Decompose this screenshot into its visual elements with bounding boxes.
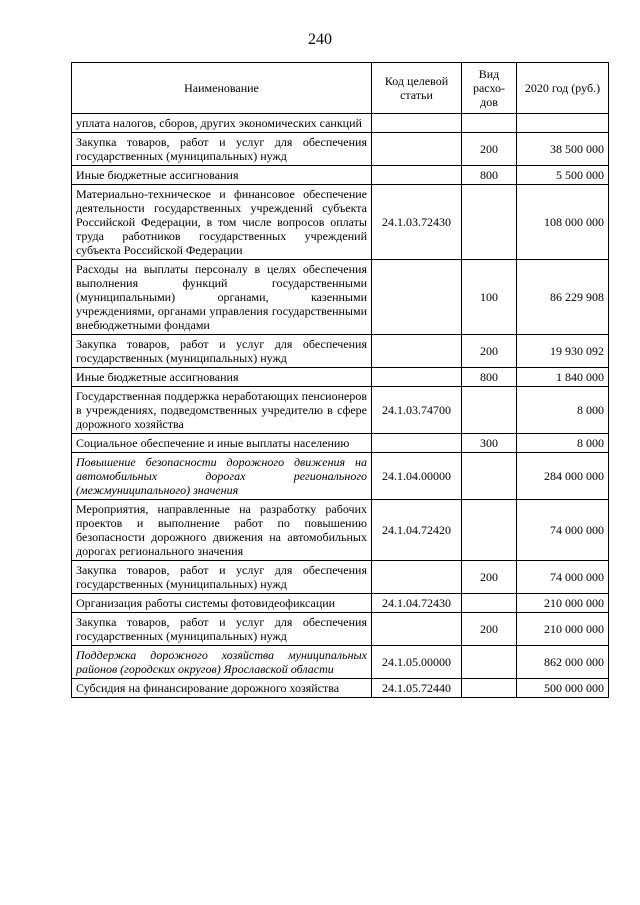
table-row [72,453,609,500]
row-kind [462,646,517,679]
row-name: Расходы на выплаты персоналу в целях обеспечения выполнения функций государственными (муниципальными) органами, казенными учреждениями, органами управления государственными внебюджетными фондами [72,260,372,335]
row-name: Закупка товаров, работ и услуг для обеспечения государственных (муниципальных) нужд [72,561,372,594]
row-amount: 862 000 000 [517,646,609,679]
row-amount: 108 000 000 [517,185,609,260]
row-name: Закупка товаров, работ и услуг для обеспечения государственных (муниципальных) нужд [72,613,372,646]
row-kind [462,387,517,434]
row-amount: 38 500 000 [517,133,609,166]
row-kind: 200 [462,133,517,166]
row-code: 24.1.03.72430 [372,185,462,260]
page-number: 240 [308,31,332,48]
row-name: Материально-техническое и финансовое обеспечение деятельности государственных учреждений субъекта Российской Федерации, в том числе вопросов оплаты труда работников государственных учреждений субъекта Российской Федерации [72,185,372,260]
table-row [72,561,609,594]
table-row [72,500,609,561]
row-code: 24.1.04.72420 [372,500,462,561]
row-code [372,260,462,335]
row-kind [462,594,517,613]
budget-table [71,62,609,698]
table-row [72,434,609,453]
row-kind [462,453,517,500]
table-row [72,613,609,646]
row-kind [462,679,517,698]
row-kind [462,185,517,260]
row-code [372,335,462,368]
table-row [72,133,609,166]
row-amount: 210 000 000 [517,594,609,613]
row-code [372,368,462,387]
row-code [372,613,462,646]
table-row [72,114,609,133]
table-row [72,368,609,387]
table-row [72,387,609,434]
table-row [72,594,609,613]
row-kind: 800 [462,368,517,387]
table-row [72,185,609,260]
table-body [72,114,609,698]
table-row [72,260,609,335]
row-amount: 8 000 [517,387,609,434]
row-code [372,114,462,133]
row-name: Поддержка дорожного хозяйства муниципальных районов (городских округов) Ярославской области [72,646,372,679]
row-code: 24.1.03.74700 [372,387,462,434]
row-name: Субсидия на финансирование дорожного хозяйства [72,679,372,698]
row-name: Закупка товаров, работ и услуг для обеспечения государственных (муниципальных) нужд [72,133,372,166]
row-amount: 8 000 [517,434,609,453]
row-name: Закупка товаров, работ и услуг для обеспечения государственных (муниципальных) нужд [72,335,372,368]
row-kind [462,500,517,561]
row-name: Иные бюджетные ассигнования [72,166,372,185]
row-amount: 86 229 908 [517,260,609,335]
row-kind: 200 [462,613,517,646]
row-name: Государственная поддержка неработающих пенсионеров в учреждениях, подведомственных учредителю в сфере дорожного хозяйства [72,387,372,434]
row-code [372,166,462,185]
row-amount: 500 000 000 [517,679,609,698]
row-kind: 100 [462,260,517,335]
row-amount [517,114,609,133]
table-row [72,335,609,368]
row-amount: 1 840 000 [517,368,609,387]
row-name: Организация работы системы фотовидеофиксации [72,594,372,613]
row-name: Иные бюджетные ассигнования [72,368,372,387]
row-name: Социальное обеспечение и иные выплаты населению [72,434,372,453]
header-code: Код целевой статьи [372,63,462,114]
row-code [372,561,462,594]
row-kind: 300 [462,434,517,453]
row-code [372,434,462,453]
table-row [72,166,609,185]
row-amount: 74 000 000 [517,500,609,561]
header-amount: 2020 год (руб.) [517,63,609,114]
row-name: Мероприятия, направленные на разработку рабочих проектов и выполнение работ по повышению безопасности дорожного движения на автомобильных дорогах регионального значения [72,500,372,561]
row-code: 24.1.05.72440 [372,679,462,698]
row-kind: 200 [462,561,517,594]
row-code: 24.1.05.00000 [372,646,462,679]
row-kind [462,114,517,133]
header-name: Наименование [72,63,372,114]
header-kind: Вид расхо-дов [462,63,517,114]
row-code: 24.1.04.72430 [372,594,462,613]
row-name: Повышение безопасности дорожного движения на автомобильных дорогах регионального (межмуниципального) значения [72,453,372,500]
table-row [72,646,609,679]
row-amount: 19 930 092 [517,335,609,368]
row-amount: 74 000 000 [517,561,609,594]
row-code [372,133,462,166]
row-kind: 800 [462,166,517,185]
row-name: уплата налогов, сборов, других экономических санкций [72,114,372,133]
row-amount: 284 000 000 [517,453,609,500]
row-amount: 210 000 000 [517,613,609,646]
row-kind: 200 [462,335,517,368]
table-row [72,679,609,698]
row-code: 24.1.04.00000 [372,453,462,500]
row-amount: 5 500 000 [517,166,609,185]
table-header-row [72,63,609,114]
